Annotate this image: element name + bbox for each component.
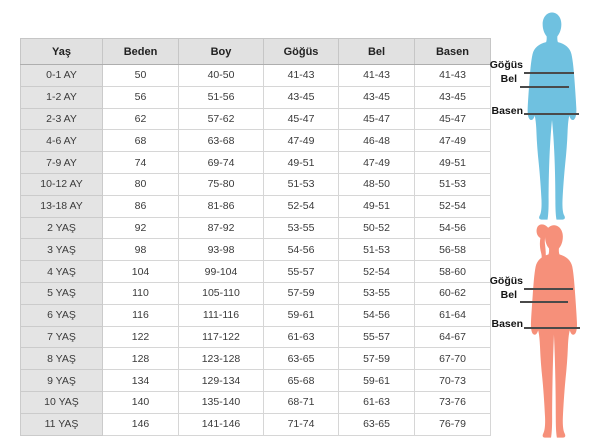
size-value-cell: 53-55 [339,282,415,304]
size-value-cell: 71-74 [264,413,339,435]
size-value-cell: 146 [103,413,179,435]
girl-chest-label: Göğüs [489,275,523,287]
size-value-cell: 47-49 [415,130,491,152]
size-value-cell: 47-49 [339,152,415,174]
column-header-hip: Basen [415,39,491,65]
table-row [21,239,491,261]
size-value-cell: 98 [103,239,179,261]
size-value-cell: 65-68 [264,370,339,392]
size-value-cell: 51-53 [339,239,415,261]
column-header-size: Beden [103,39,179,65]
size-value-cell: 93-98 [179,239,264,261]
size-value-cell: 105-110 [179,282,264,304]
table-row [21,282,491,304]
size-value-cell: 52-54 [264,195,339,217]
boy-body-shape [528,13,577,220]
size-value-cell: 52-54 [415,195,491,217]
size-value-cell: 60-62 [415,282,491,304]
age-cell: 1-2 AY [21,86,103,108]
table-row [21,108,491,130]
size-value-cell: 123-128 [179,348,264,370]
size-value-cell: 51-56 [179,86,264,108]
table-row [21,391,491,413]
size-value-cell: 64-67 [415,326,491,348]
size-value-cell: 63-65 [339,413,415,435]
table-row [21,370,491,392]
size-value-cell: 45-47 [339,108,415,130]
size-value-cell: 43-45 [339,86,415,108]
table-row [21,217,491,239]
size-value-cell: 68-71 [264,391,339,413]
table-row [21,152,491,174]
size-value-cell: 41-43 [339,65,415,87]
size-value-cell: 57-59 [264,282,339,304]
age-cell: 7-9 AY [21,152,103,174]
size-value-cell: 48-50 [339,173,415,195]
size-value-cell: 57-62 [179,108,264,130]
size-value-cell: 104 [103,261,179,283]
size-value-cell: 54-56 [415,217,491,239]
age-cell: 10 YAŞ [21,391,103,413]
age-cell: 2-3 AY [21,108,103,130]
girl-waist-label: Bel [500,289,517,301]
size-value-cell: 62 [103,108,179,130]
size-value-cell: 56 [103,86,179,108]
table-row [21,304,491,326]
boy-silhouette [516,10,588,220]
size-value-cell: 99-104 [179,261,264,283]
age-cell: 4-6 AY [21,130,103,152]
size-value-cell: 80 [103,173,179,195]
boy-chest-line [524,72,574,74]
size-value-cell: 73-76 [415,391,491,413]
age-cell: 3 YAŞ [21,239,103,261]
boy-waist-label: Bel [500,73,517,85]
boy-waist-line [520,86,569,88]
age-cell: 13-18 AY [21,195,103,217]
size-value-cell: 111-116 [179,304,264,326]
size-value-cell: 49-51 [415,152,491,174]
size-value-cell: 56-58 [415,239,491,261]
size-value-cell: 70-73 [415,370,491,392]
age-cell: 5 YAŞ [21,282,103,304]
boy-hip-label: Basen [491,105,523,117]
age-cell: 2 YAŞ [21,217,103,239]
size-value-cell: 116 [103,304,179,326]
size-value-cell: 54-56 [339,304,415,326]
girl-body-shape [531,225,577,437]
size-value-cell: 41-43 [264,65,339,87]
size-value-cell: 51-53 [264,173,339,195]
size-value-cell: 68 [103,130,179,152]
size-value-cell: 117-122 [179,326,264,348]
age-cell: 11 YAŞ [21,413,103,435]
size-value-cell: 61-64 [415,304,491,326]
size-value-cell: 43-45 [264,86,339,108]
size-value-cell: 76-79 [415,413,491,435]
size-value-cell: 69-74 [179,152,264,174]
size-value-cell: 75-80 [179,173,264,195]
table-row [21,326,491,348]
size-value-cell: 40-50 [179,65,264,87]
table-row [21,348,491,370]
age-cell: 10-12 AY [21,173,103,195]
size-value-cell: 67-70 [415,348,491,370]
table-row [21,65,491,87]
size-value-cell: 50 [103,65,179,87]
size-value-cell: 129-134 [179,370,264,392]
size-value-cell: 135-140 [179,391,264,413]
size-value-cell: 110 [103,282,179,304]
size-value-cell: 50-52 [339,217,415,239]
size-value-cell: 52-54 [339,261,415,283]
column-header-waist: Bel [339,39,415,65]
age-cell: 9 YAŞ [21,370,103,392]
column-header-height: Boy [179,39,264,65]
size-value-cell: 45-47 [415,108,491,130]
table-header-row [21,39,491,65]
size-value-cell: 49-51 [264,152,339,174]
size-value-cell: 61-63 [339,391,415,413]
column-header-chest: Göğüs [264,39,339,65]
girl-silhouette [516,221,589,438]
size-value-cell: 55-57 [339,326,415,348]
size-value-cell: 46-48 [339,130,415,152]
size-value-cell: 41-43 [415,65,491,87]
size-value-cell: 43-45 [415,86,491,108]
age-cell: 8 YAŞ [21,348,103,370]
size-value-cell: 59-61 [339,370,415,392]
size-value-cell: 122 [103,326,179,348]
boy-chest-label: Göğüs [489,59,523,71]
age-cell: 4 YAŞ [21,261,103,283]
age-cell: 6 YAŞ [21,304,103,326]
size-value-cell: 53-55 [264,217,339,239]
age-cell: 7 YAŞ [21,326,103,348]
table-row [21,195,491,217]
girl-hip-line [524,327,580,329]
table-row [21,130,491,152]
size-value-cell: 63-65 [264,348,339,370]
size-value-cell: 55-57 [264,261,339,283]
size-table [20,38,491,436]
size-value-cell: 74 [103,152,179,174]
table-row [21,86,491,108]
table-row [21,261,491,283]
boy-hip-line [524,113,579,115]
size-value-cell: 58-60 [415,261,491,283]
size-value-cell: 86 [103,195,179,217]
size-value-cell: 87-92 [179,217,264,239]
size-value-cell: 57-59 [339,348,415,370]
size-value-cell: 54-56 [264,239,339,261]
size-value-cell: 47-49 [264,130,339,152]
size-value-cell: 49-51 [339,195,415,217]
size-value-cell: 92 [103,217,179,239]
size-value-cell: 81-86 [179,195,264,217]
size-table-body [21,65,491,436]
age-cell: 0-1 AY [21,65,103,87]
girl-chest-line [524,288,573,290]
size-value-cell: 51-53 [415,173,491,195]
column-header-age: Yaş [21,39,103,65]
size-value-cell: 59-61 [264,304,339,326]
table-row [21,173,491,195]
size-value-cell: 140 [103,391,179,413]
size-value-cell: 61-63 [264,326,339,348]
size-value-cell: 63-68 [179,130,264,152]
girl-hip-label: Basen [491,318,523,330]
size-value-cell: 128 [103,348,179,370]
table-row [21,413,491,435]
girl-waist-line [520,301,568,303]
size-value-cell: 141-146 [179,413,264,435]
size-value-cell: 45-47 [264,108,339,130]
size-value-cell: 134 [103,370,179,392]
